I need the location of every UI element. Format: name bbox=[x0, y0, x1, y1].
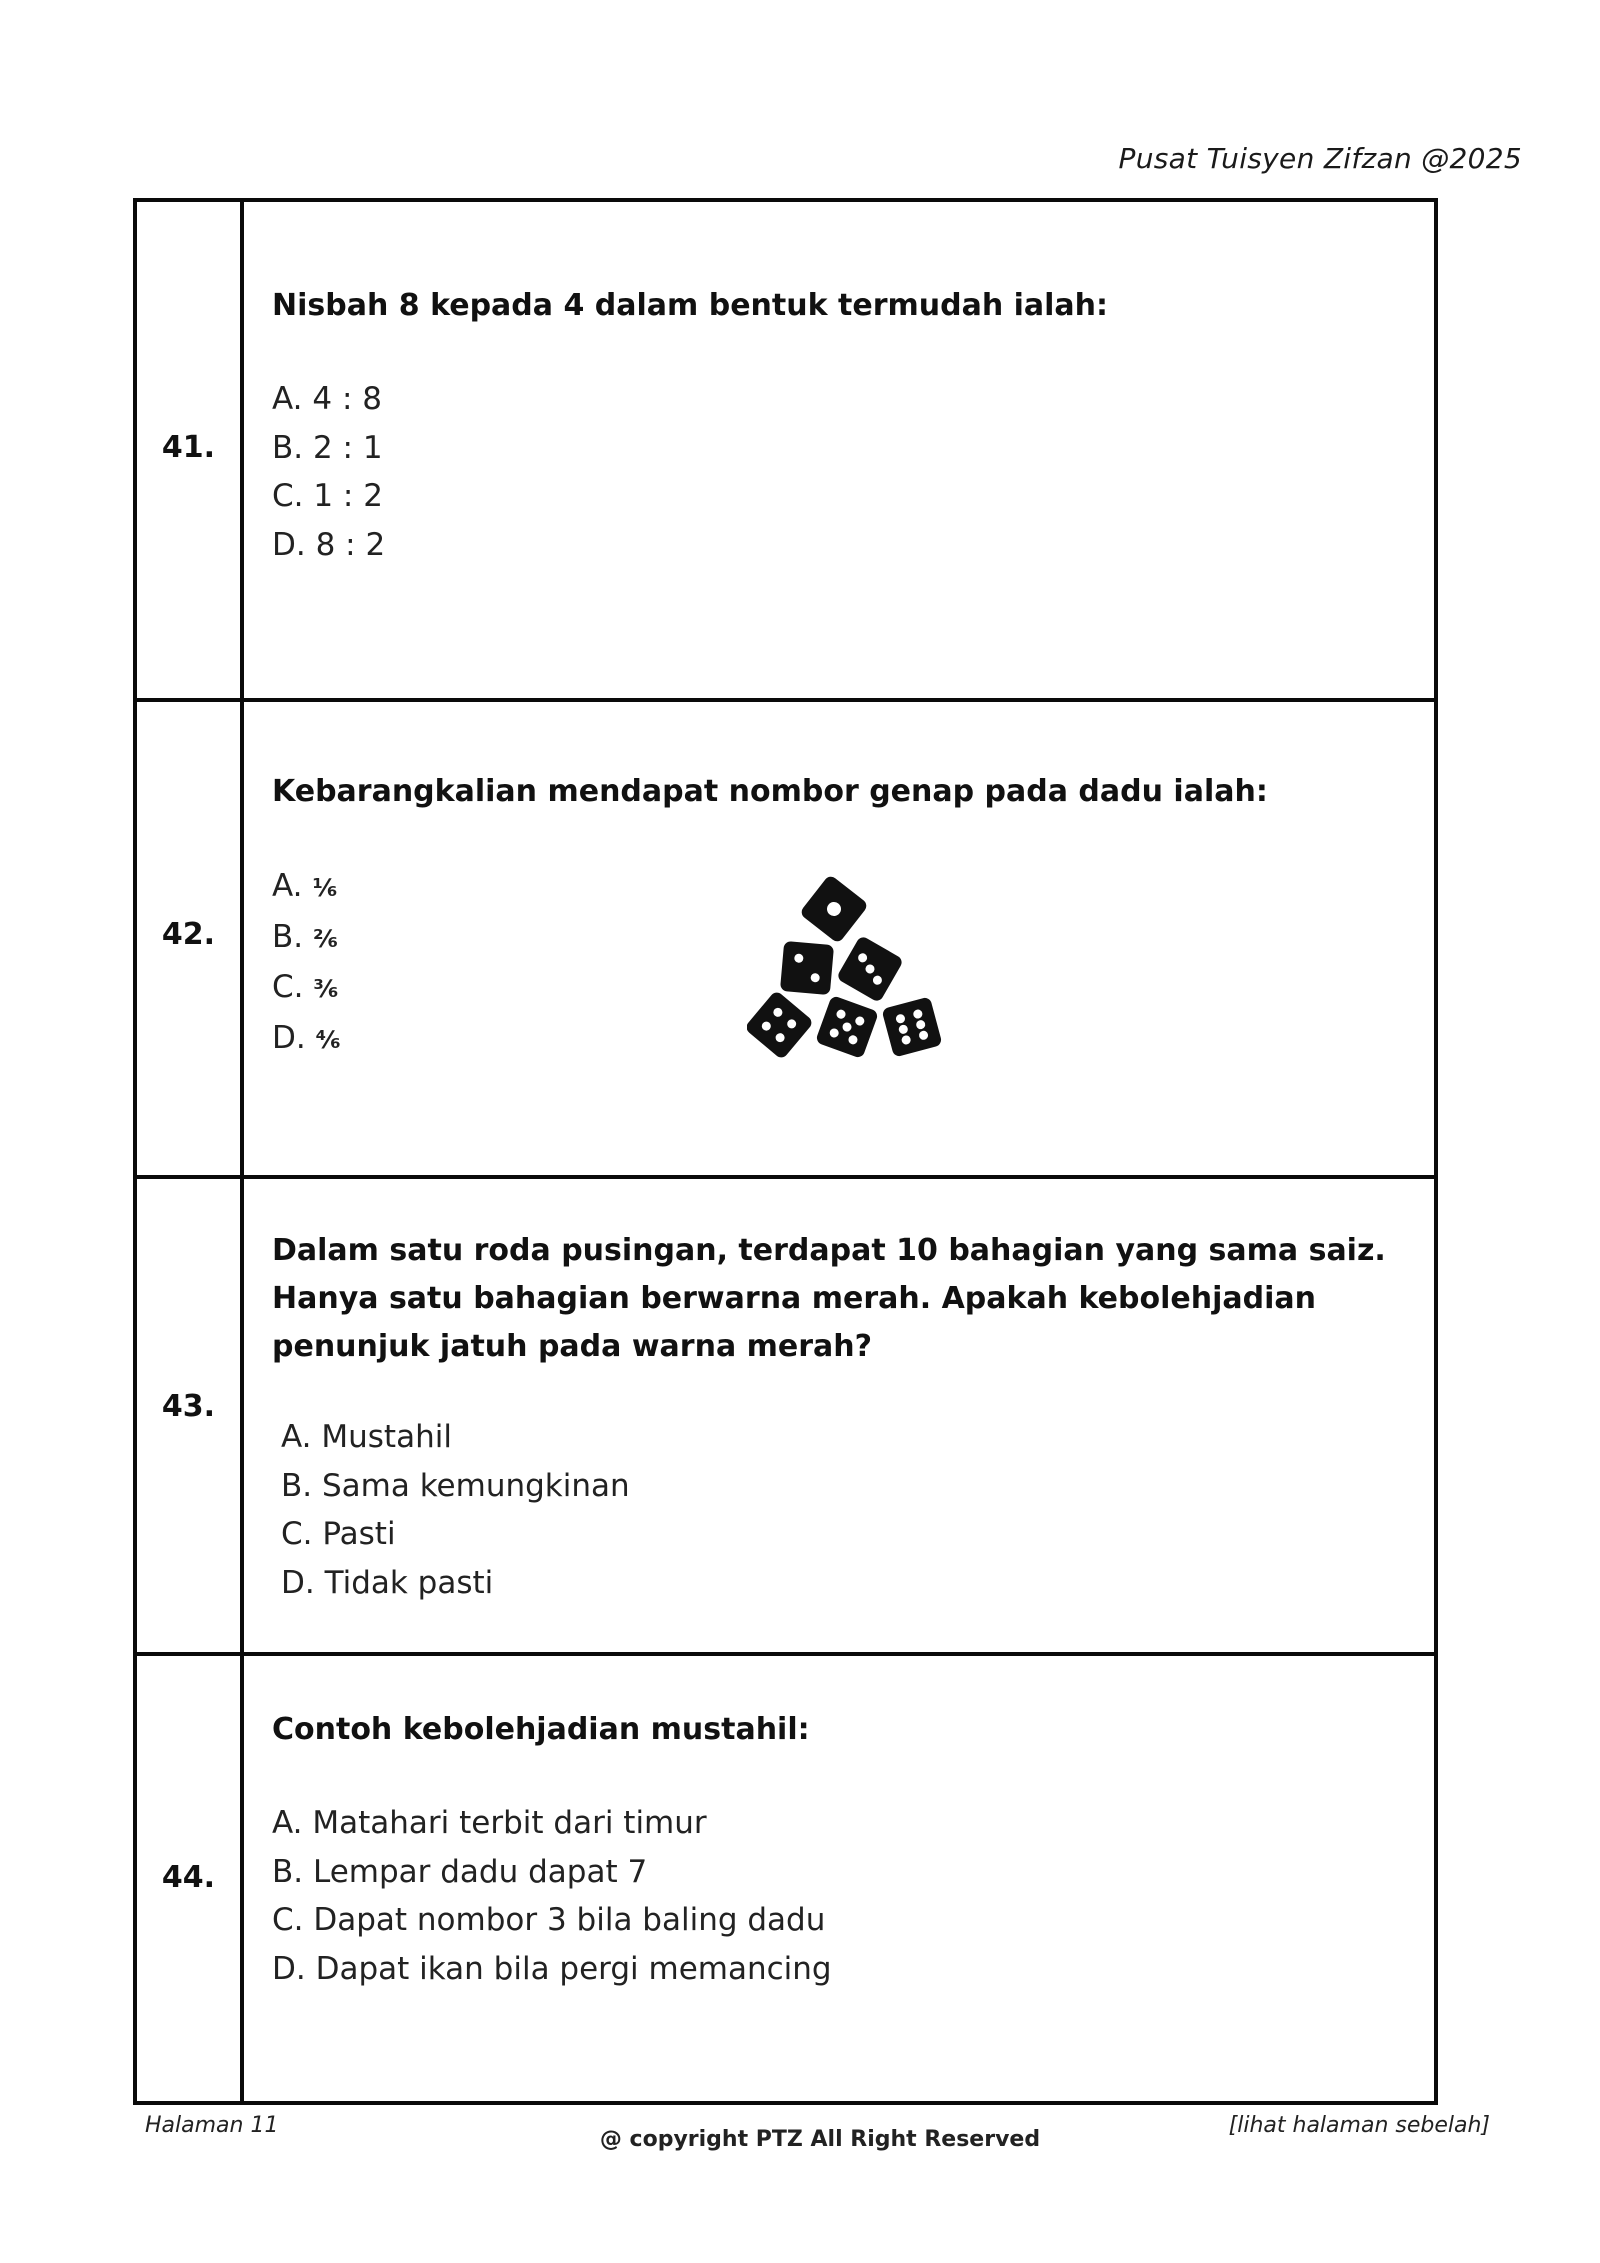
option-label: A. bbox=[281, 1419, 322, 1455]
option-label: B. bbox=[272, 429, 313, 466]
number-cell bbox=[137, 1179, 244, 1652]
option-value: ³⁄₆ bbox=[313, 975, 339, 1003]
dice-pyramid-icon bbox=[747, 874, 957, 1064]
option-value: 2 : 1 bbox=[312, 429, 383, 466]
option-c[interactable] bbox=[272, 472, 385, 521]
option-value: Matahari terbit dari timur bbox=[312, 1805, 707, 1841]
option-value: 8 : 2 bbox=[315, 526, 386, 563]
option-label: B. bbox=[272, 1853, 313, 1890]
option-value: Dapat ikan bila pergi memancing bbox=[315, 1950, 832, 1987]
option-b[interactable] bbox=[272, 424, 385, 473]
option-d[interactable] bbox=[272, 521, 385, 570]
number-cell bbox=[137, 702, 244, 1175]
option-list bbox=[272, 1799, 832, 1993]
option-value: Lempar dadu dapat 7 bbox=[312, 1853, 648, 1890]
question-text bbox=[272, 1227, 1414, 1371]
question-body bbox=[272, 202, 1414, 698]
question-row-41 bbox=[137, 202, 1434, 702]
next-page-note: [lihat halaman sebelah] bbox=[1228, 2113, 1490, 2138]
question-number: 42. bbox=[161, 917, 216, 952]
option-value: ²⁄₆ bbox=[312, 924, 339, 953]
question-text-line: Dalam satu roda pusingan, terdapat 10 bahagian yang sama saiz. bbox=[272, 1233, 1386, 1268]
option-b[interactable] bbox=[272, 913, 341, 964]
header-title: Pusat Tuisyen Zifzan @2025 bbox=[1118, 142, 1522, 175]
question-body bbox=[272, 1179, 1414, 1652]
question-number: 44. bbox=[161, 1860, 216, 1895]
option-list bbox=[272, 862, 341, 1064]
option-d[interactable] bbox=[272, 1014, 341, 1065]
option-list bbox=[281, 1413, 630, 1607]
option-value: 1 : 2 bbox=[313, 478, 383, 514]
question-text-line: penunjuk jatuh pada warna merah? bbox=[272, 1329, 873, 1364]
option-label: B. bbox=[281, 1467, 322, 1504]
option-value: ¹⁄₆ bbox=[312, 874, 338, 902]
option-label: A. bbox=[272, 1805, 313, 1841]
question-text: Kebarangkalian mendapat nombor genap pada dadu ialah: bbox=[272, 774, 1268, 809]
question-number: 41. bbox=[161, 430, 216, 465]
copyright-notice: @ copyright PTZ All Right Reserved bbox=[599, 2127, 1041, 2152]
option-a[interactable] bbox=[272, 862, 341, 913]
option-label: B. bbox=[272, 918, 313, 955]
option-label: C. bbox=[281, 1516, 323, 1552]
question-body bbox=[272, 702, 1414, 1175]
option-c[interactable] bbox=[272, 963, 341, 1014]
option-value: 4 : 8 bbox=[312, 381, 382, 417]
option-d[interactable] bbox=[272, 1945, 832, 1994]
option-d[interactable] bbox=[281, 1559, 630, 1608]
option-b[interactable] bbox=[272, 1848, 832, 1897]
option-label: A. bbox=[272, 381, 313, 417]
option-c[interactable] bbox=[281, 1510, 630, 1559]
option-value: Pasti bbox=[322, 1516, 396, 1552]
option-label: D. bbox=[272, 1950, 316, 1987]
option-value: Dapat nombor 3 bila baling dadu bbox=[313, 1902, 826, 1938]
question-text: Nisbah 8 kepada 4 dalam bentuk termudah ialah: bbox=[272, 288, 1109, 323]
option-label: C. bbox=[272, 478, 314, 514]
option-label: D. bbox=[281, 1564, 325, 1601]
option-b[interactable] bbox=[281, 1462, 630, 1511]
option-c[interactable] bbox=[272, 1896, 832, 1945]
option-value: Sama kemungkinan bbox=[321, 1467, 630, 1504]
option-label: D. bbox=[272, 526, 316, 563]
option-a[interactable] bbox=[272, 375, 385, 424]
question-table bbox=[133, 198, 1438, 2105]
question-text-line: Hanya satu bahagian berwarna merah. Apakah kebolehjadian bbox=[272, 1281, 1316, 1316]
question-row-43 bbox=[137, 1179, 1434, 1656]
option-value: Tidak pasti bbox=[324, 1564, 494, 1601]
number-cell bbox=[137, 1656, 244, 2101]
question-body bbox=[272, 1656, 1414, 2101]
option-label: C. bbox=[272, 1902, 314, 1938]
question-text: Contoh kebolehjadian mustahil: bbox=[272, 1712, 810, 1747]
question-number: 43. bbox=[161, 1389, 216, 1424]
option-label: D. bbox=[272, 1019, 316, 1056]
page-number: Halaman 11 bbox=[145, 2113, 279, 2138]
option-a[interactable] bbox=[272, 1799, 832, 1848]
option-a[interactable] bbox=[281, 1413, 630, 1462]
option-list bbox=[272, 375, 385, 569]
question-row-42 bbox=[137, 702, 1434, 1179]
option-label: A. bbox=[272, 868, 313, 904]
option-value: Mustahil bbox=[321, 1419, 452, 1455]
option-value: ⁴⁄₆ bbox=[315, 1025, 341, 1054]
number-cell bbox=[137, 202, 244, 698]
question-row-44 bbox=[137, 1656, 1434, 2101]
option-label: C. bbox=[272, 969, 314, 1005]
